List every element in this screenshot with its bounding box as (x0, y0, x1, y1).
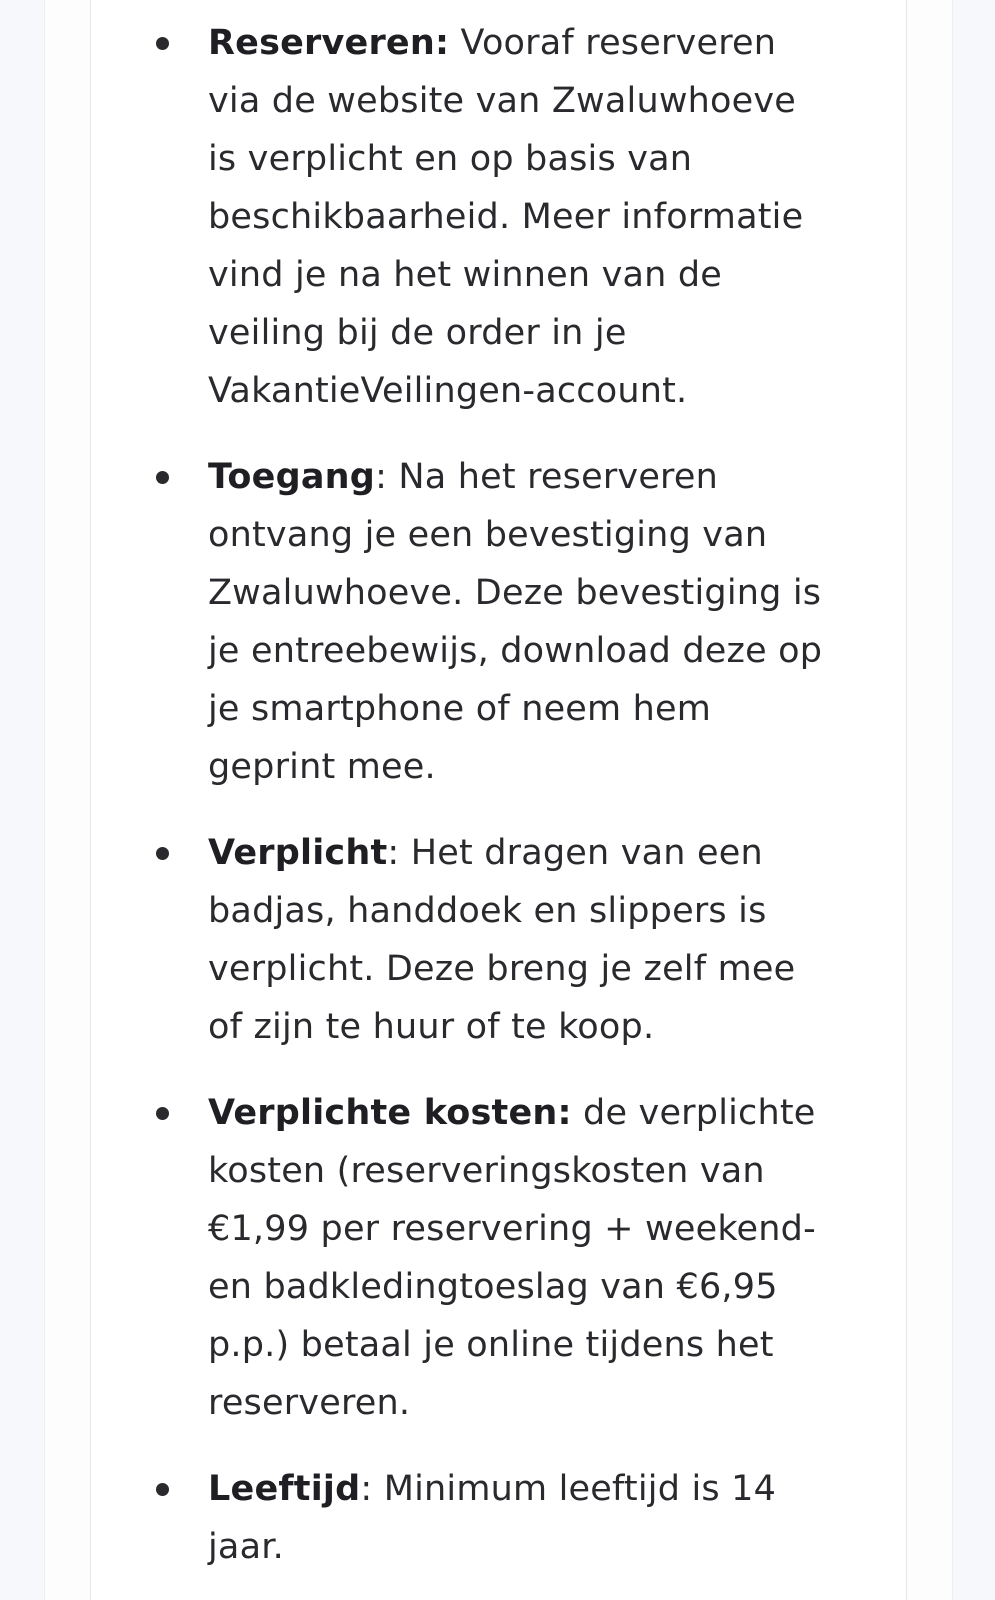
list-item-text: Vooraf reserveren via de website van Zwaluwhoeve is verplicht en op basis van beschikbaarheid. Meer informatie vind je na het winnen van de veiling bij de order in je VakantieVeilingen-account. (208, 23, 804, 411)
list-item-term: Verplichte kosten: (208, 1093, 572, 1133)
list-item-verplicht (0, 824, 830, 1056)
list-item-reserveren (0, 14, 830, 420)
bullet-icon (156, 1107, 169, 1120)
bullet-icon (156, 1483, 169, 1496)
list-item-text: : Het dragen van een badjas, handdoek en slippers is verplicht. Deze breng je zelf mee of zijn te huur of te koop. (208, 833, 796, 1047)
bullet-icon (156, 37, 169, 50)
info-list (0, 14, 995, 1600)
list-item-term: Reserveren: (208, 23, 450, 63)
list-item-verplichte-kosten (0, 1084, 830, 1432)
list-item-text: de verplichte kosten (reserveringskosten van €1,99 per reservering + weekend- en badkledingtoeslag van €6,95 p.p.) betaal je online tijdens het reserveren. (208, 1093, 816, 1423)
list-item-leeftijd (0, 1460, 830, 1576)
list-item-text: : Na het reserveren ontvang je een bevestiging van Zwaluwhoeve. Deze bevestiging is je entreebewijs, download deze op je smartphone of neem hem geprint mee. (208, 457, 823, 787)
list-item-toegang (0, 448, 830, 796)
list-item-term: Verplicht (208, 833, 388, 873)
list-item-term: Toegang (208, 457, 376, 497)
list-item-term: Leeftijd (208, 1469, 361, 1509)
bullet-icon (156, 471, 169, 484)
bullet-icon (156, 847, 169, 860)
list-item-text: : Minimum leeftijd is 14 jaar. (208, 1469, 777, 1567)
